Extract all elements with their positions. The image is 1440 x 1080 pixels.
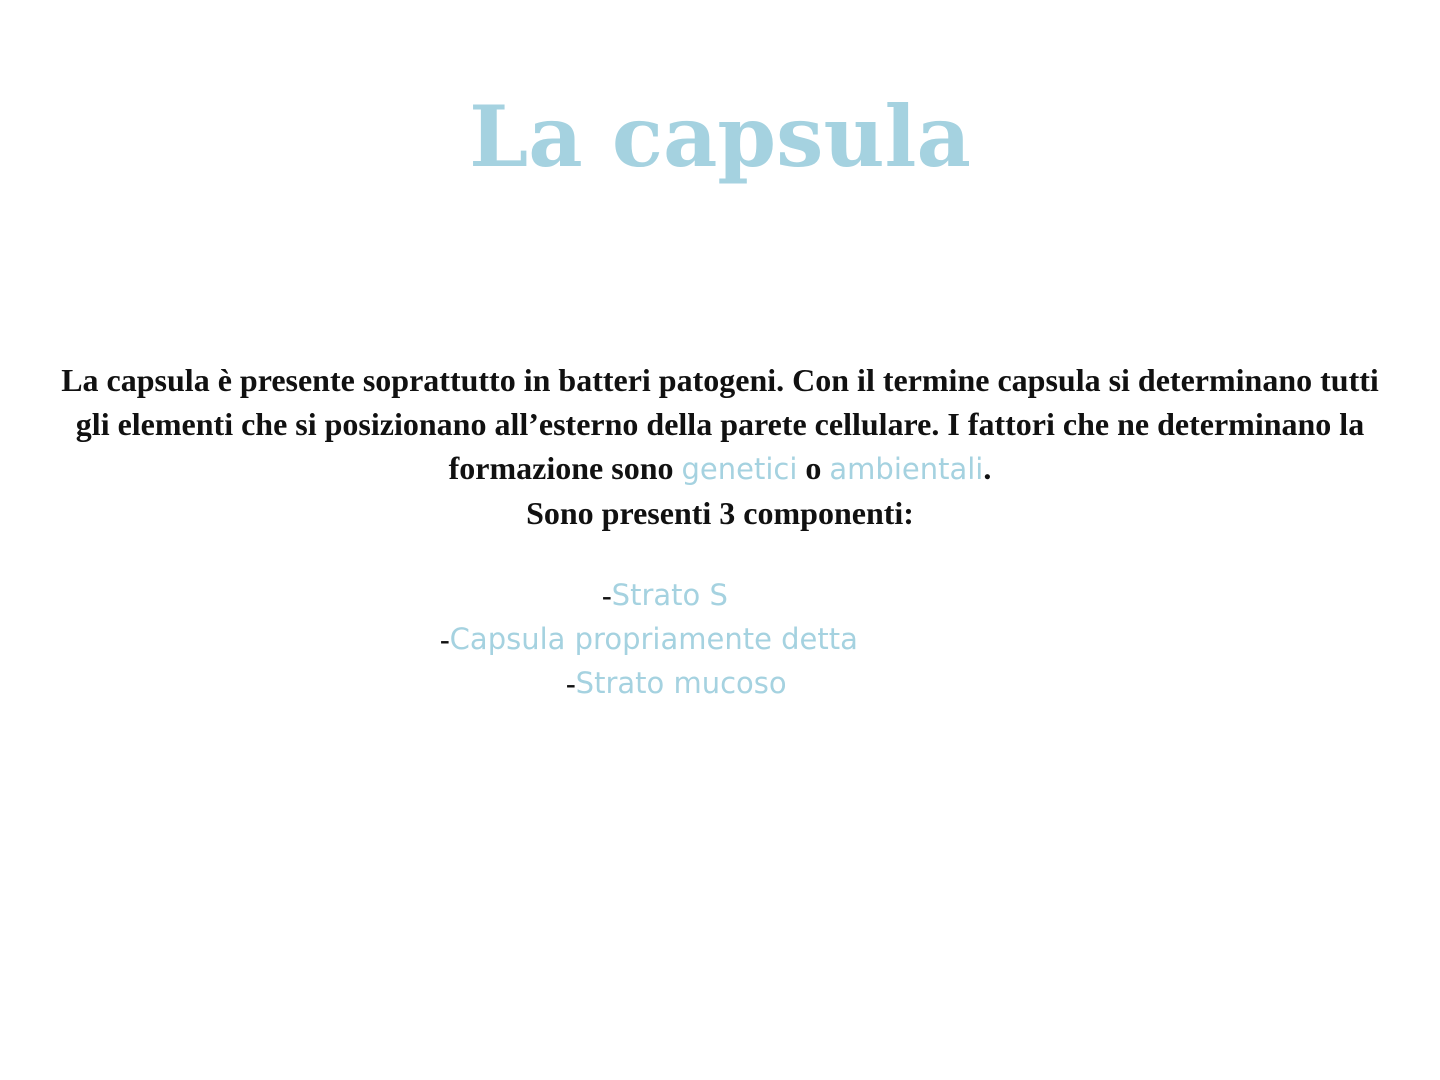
component-item-capsula <box>440 619 858 660</box>
description-paragraph <box>60 358 1380 535</box>
paragraph-connector: o <box>797 450 830 486</box>
paragraph-end: . <box>983 450 992 486</box>
component-label: Capsula propriamente detta <box>449 622 858 656</box>
highlight-genetici: genetici <box>681 452 798 486</box>
paragraph-text: La capsula è presente soprattutto in batteri patogeni. Con il termine capsula si determinano tutti gli elementi che si posizionano all’esterno della parete cellulare. I fattori che ne determinano la formazione sono <box>61 362 1379 486</box>
component-label: Strato mucoso <box>575 666 787 700</box>
page-title: La capsula <box>469 87 971 186</box>
highlight-ambientali: ambientali <box>829 452 984 486</box>
component-item-strato-mucoso <box>566 663 787 704</box>
components-intro: Sono presenti 3 componenti: <box>526 495 914 531</box>
component-item-strato-s <box>602 575 728 616</box>
dash-marker: - <box>602 580 612 612</box>
component-label: Strato S <box>611 578 728 612</box>
dash-marker: - <box>440 624 450 656</box>
dash-marker: - <box>566 668 576 700</box>
